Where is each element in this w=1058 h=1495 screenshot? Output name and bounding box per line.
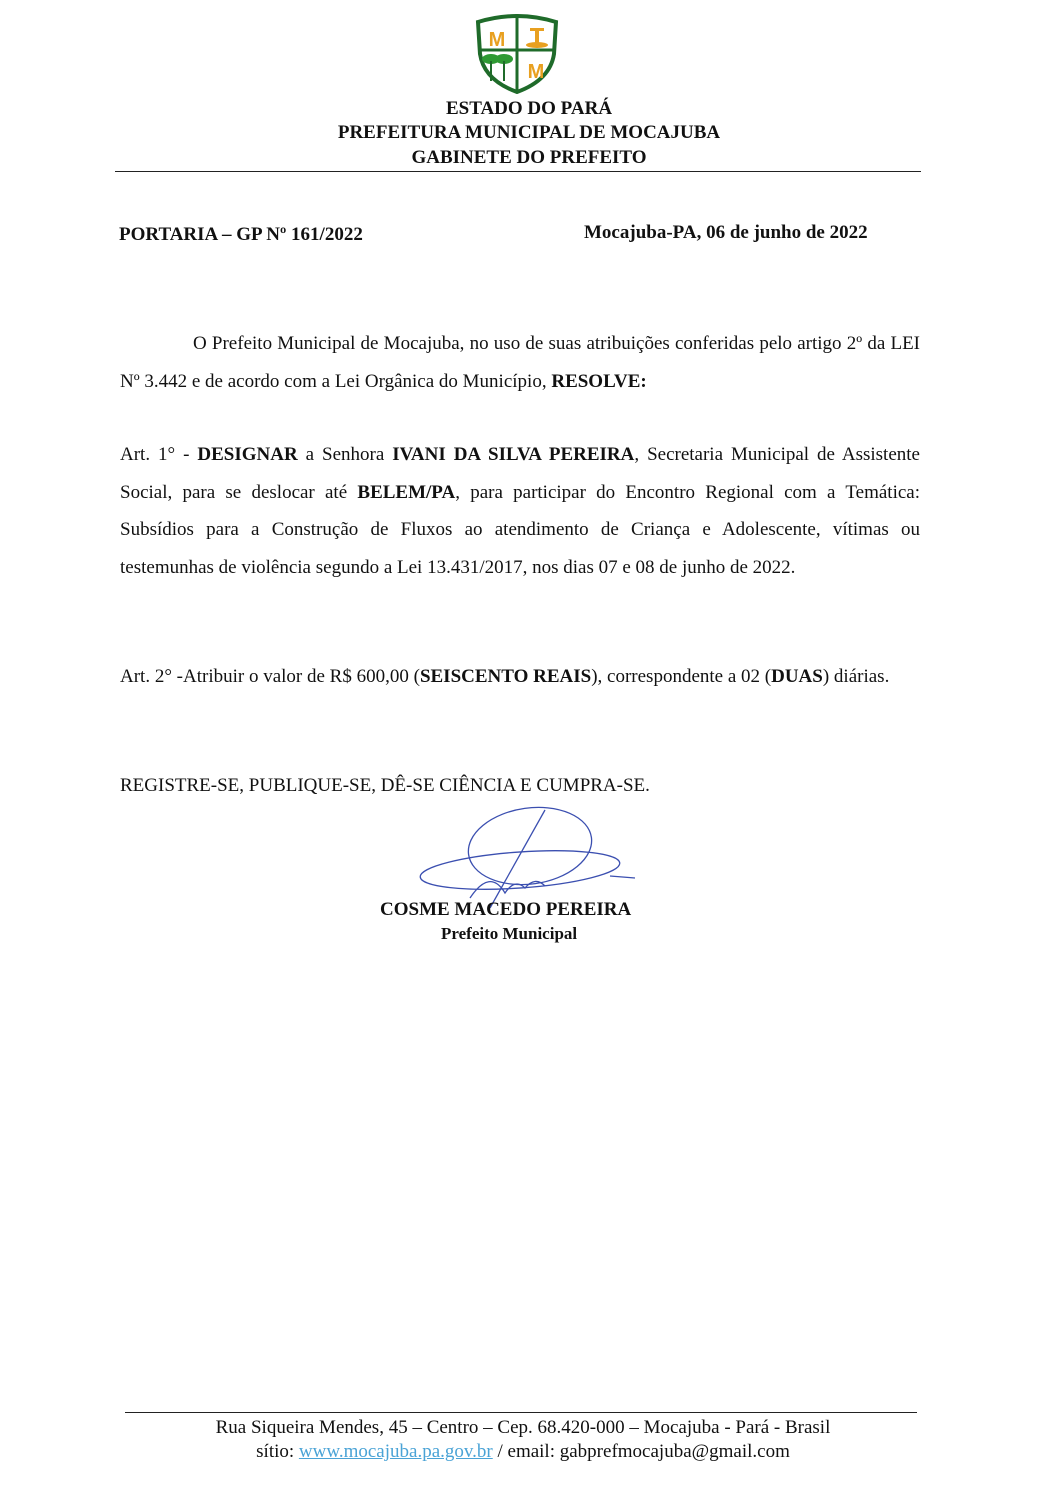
footer-contact: sítio: www.mocajuba.pa.gov.br / email: gabprefmocajuba@gmail.com bbox=[256, 1441, 790, 1462]
footer-address: Rua Siqueira Mendes, 45 – Centro – Cep. 68.420-000 – Mocajuba - Pará - Brasil bbox=[215, 1417, 831, 1438]
header-state: ESTADO DO PARÁ bbox=[445, 98, 613, 119]
article-2: Art. 2° -Atribuir o valor de R$ 600,00 (SEISCENTO REAIS), correspondente a 02 (DUAS) diárias. bbox=[120, 666, 890, 687]
closing-statement: REGISTRE-SE, PUBLIQUE-SE, DÊ-SE CIÊNCIA E CUMPRA-SE. bbox=[120, 775, 650, 796]
place-date: Mocajuba-PA, 06 de junho de 2022 bbox=[584, 222, 868, 243]
footer-divider bbox=[125, 1412, 917, 1413]
municipal-coat-of-arms-logo bbox=[474, 14, 560, 94]
signatory-title: Prefeito Municipal bbox=[441, 924, 578, 943]
article-1: Art. 1° - DESIGNAR a Senhora IVANI DA SILVA PEREIRA, Secretaria Municipal de Assistente Social, para se deslocar até BELEM/PA, para participar do Encontro Regional com a Temática: Subsídios para a Construção de Fluxos ao atendimento de Criança e Adolescente, vítimas ou testemunhas de violência segundo a Lei 13.431/2017, nos dias 07 e 08 de junho de 2022. bbox=[120, 444, 920, 578]
signatory-name: COSME MACEDO PEREIRA bbox=[380, 899, 632, 920]
header-divider bbox=[115, 171, 921, 172]
website-link[interactable]: www.mocajuba.pa.gov.br bbox=[298, 1441, 493, 1462]
header-office: GABINETE DO PREFEITO bbox=[411, 147, 647, 168]
intro-paragraph: O Prefeito Municipal de Mocajuba, no uso de suas atribuições conferidas pelo artigo 2º da LEI Nº 3.442 e de acordo com a Lei Orgânica do Município, RESOLVE: bbox=[120, 333, 920, 392]
svg-text:M: M bbox=[488, 29, 506, 51]
document-number: PORTARIA – GP Nº 161/2022 bbox=[119, 224, 363, 245]
header-prefecture: PREFEITURA MUNICIPAL DE MOCAJUBA bbox=[337, 122, 721, 143]
svg-text:M: M bbox=[527, 61, 545, 83]
